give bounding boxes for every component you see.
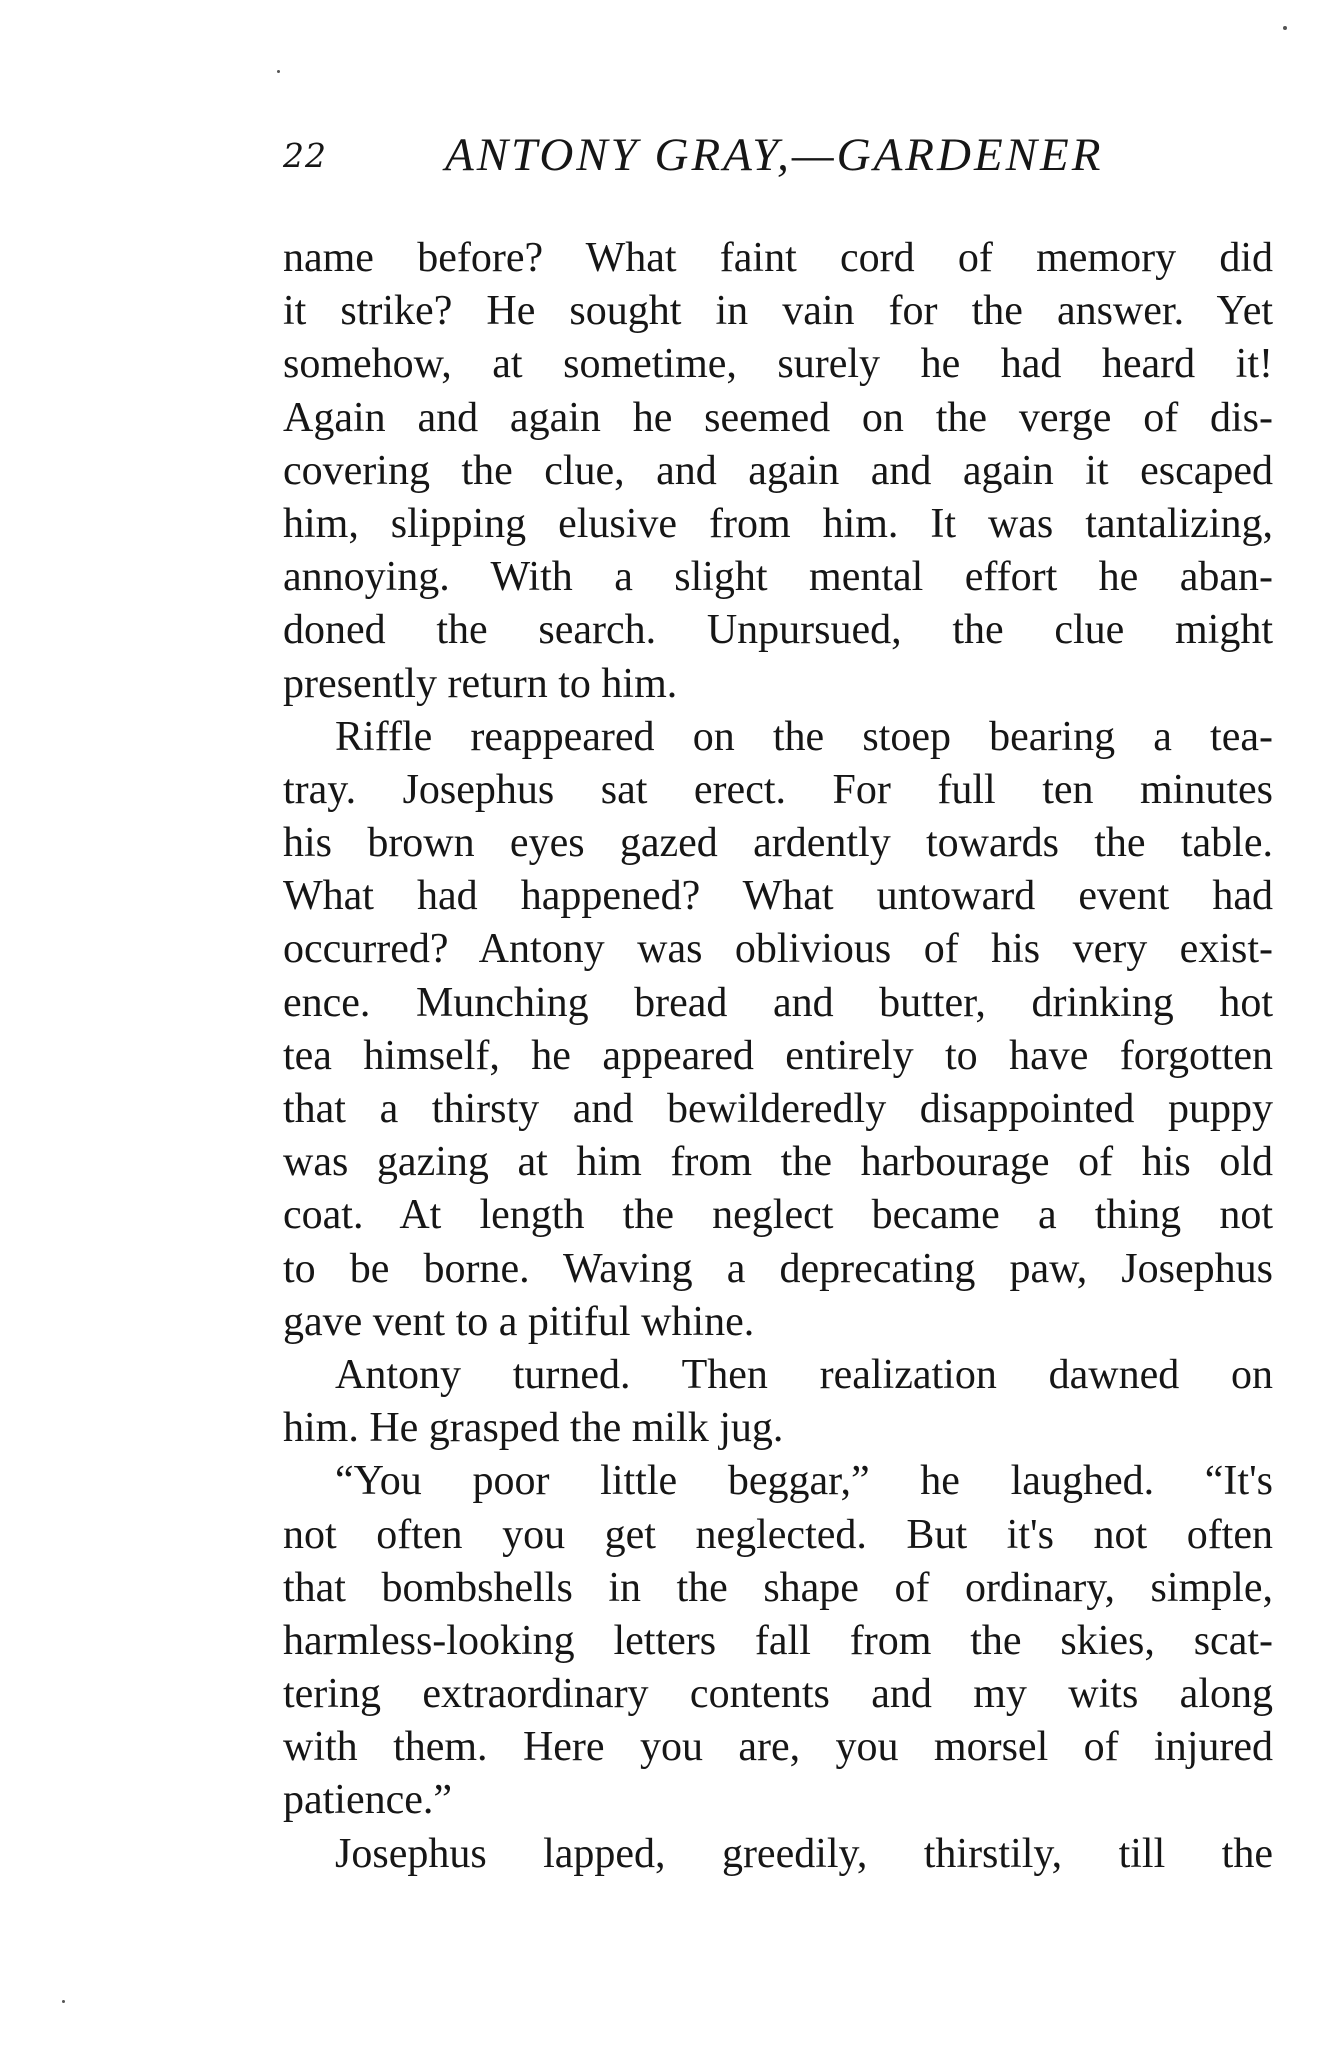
text-line: that a thirsty and bewilderedly disappointed puppy [283, 1086, 1273, 1132]
text-line: Riffle reappeared on the stoep bearing a tea- [335, 713, 1273, 760]
text-line: that bombshells in the shape of ordinary, simple, [283, 1564, 1273, 1611]
scan-speck [1283, 26, 1287, 30]
text-line: covering the clue, and again and again it escaped [283, 447, 1273, 494]
text-line: his brown eyes gazed ardently towards the table. [283, 820, 1273, 867]
text-line: tray. Josephus sat erect. For full ten minutes [283, 766, 1273, 813]
text-line: name before? What faint cord of memory did [283, 235, 1273, 281]
text-line: tea himself, he appeared entirely to have forgotten [283, 1032, 1273, 1079]
text-line: gave vent to a pitiful whine. [283, 1298, 755, 1345]
text-line: presently return to him. [283, 660, 678, 707]
text-line: somehow, at sometime, surely he had heard it! [283, 341, 1273, 388]
text-line: him, slipping elusive from him. It was tantalizing, [283, 500, 1273, 547]
text-line: tering extraordinary contents and my wits along [283, 1671, 1273, 1718]
text-line: Josephus lapped, greedily, thirstily, till the [335, 1830, 1273, 1877]
text-line: doned the search. Unpursued, the clue might [283, 607, 1273, 654]
text-line: to be borne. Waving a deprecating paw, Josephus [283, 1245, 1273, 1292]
text-line: “You poor little beggar,” he laughed. “It's [335, 1458, 1273, 1505]
running-title: ANTONY GRAY,—GARDENER [445, 129, 1104, 181]
text-line: was gazing at him from the harbourage of his old [283, 1139, 1273, 1186]
body-text [283, 232, 1273, 1881]
text-line: What had happened? What untoward event had [283, 873, 1273, 920]
page-number: 22 [283, 136, 327, 175]
text-line: him. He grasped the milk jug. [283, 1405, 784, 1452]
scan-speck [62, 2000, 65, 2003]
scan-speck [277, 70, 280, 73]
text-line: harmless-looking letters fall from the skies, scat- [283, 1617, 1273, 1664]
text-line: it strike? He sought in vain for the answer. Yet [283, 288, 1273, 335]
page-header [283, 128, 1283, 188]
text-line: patience.” [283, 1777, 453, 1824]
text-line: occurred? Antony was oblivious of his very exist- [283, 926, 1273, 973]
text-line: coat. At length the neglect became a thing not [283, 1192, 1273, 1239]
text-line: Again and again he seemed on the verge of dis- [283, 394, 1273, 441]
text-line: not often you get neglected. But it's not often [283, 1511, 1273, 1558]
text-line: with them. Here you are, you morsel of injured [283, 1724, 1273, 1771]
text-line: ence. Munching bread and butter, drinking hot [283, 979, 1273, 1026]
text-line: Antony turned. Then realization dawned on [335, 1351, 1273, 1398]
text-line: annoying. With a slight mental effort he aban- [283, 554, 1273, 601]
